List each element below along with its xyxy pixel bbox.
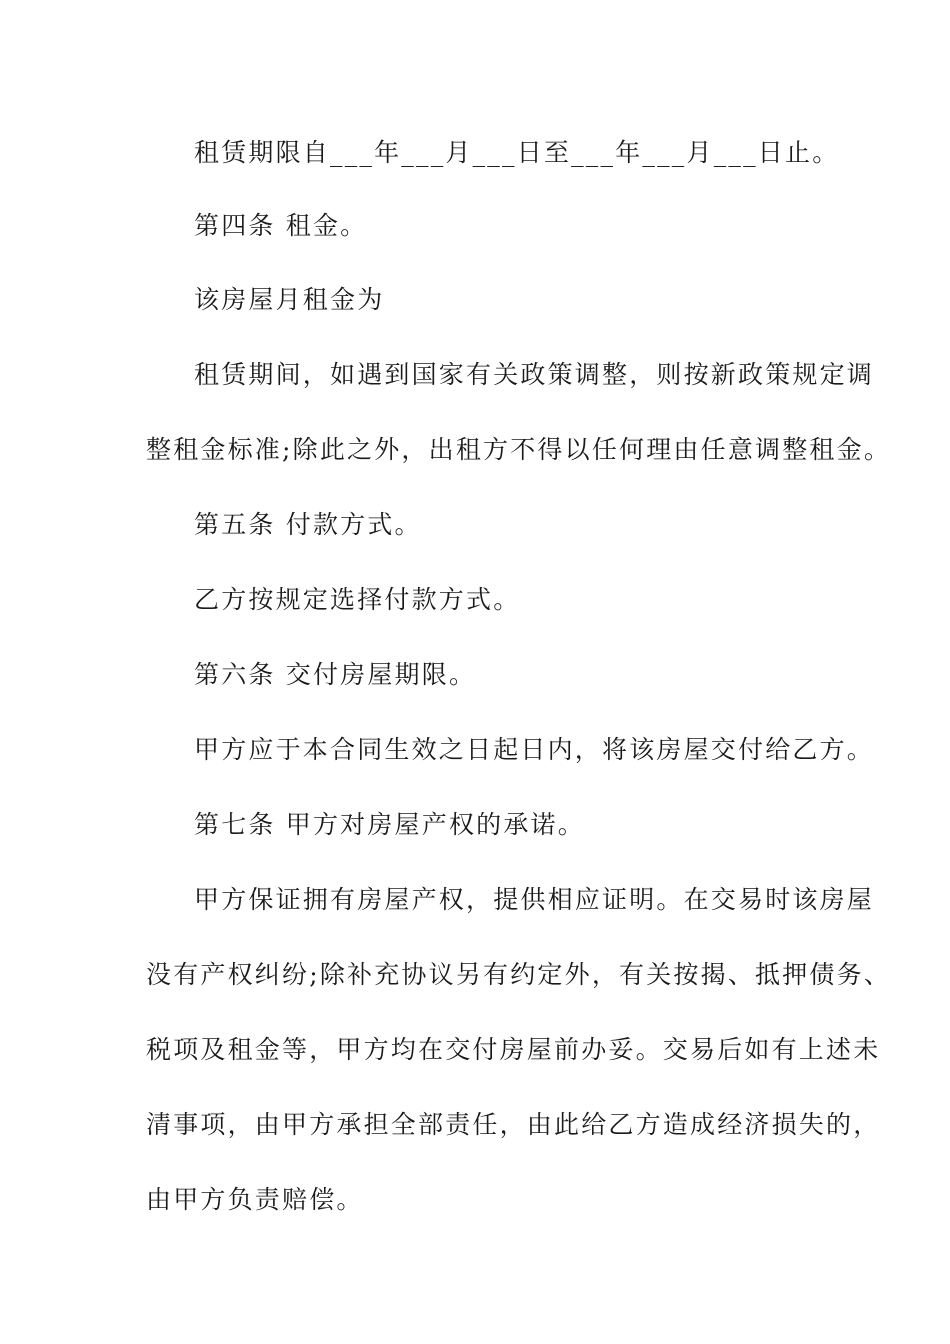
lease-term-line: 租赁期限自___年___月___日至___年___月___日止。 [194,138,840,167]
ownership-line-2: 没有产权纠纷;除补充协议另有约定外，有关按揭、抵押债务、 [146,960,892,989]
rent-adjustment-line-2: 整租金标准;除此之外，出租方不得以任何理由任意调整租金。 [146,435,892,464]
ownership-line-5: 由甲方负责赔偿。 [146,1185,364,1214]
article-7-heading: 第七条 甲方对房屋产权的承诺。 [194,810,585,839]
monthly-rent-line: 该房屋月租金为 [194,285,385,314]
rent-adjustment-line-1: 租赁期间，如遇到国家有关政策调整，则按新政策规定调 [194,360,875,389]
ownership-line-1: 甲方保证拥有房屋产权，提供相应证明。在交易时该房屋 [194,885,875,914]
ownership-line-4: 清事项，由甲方承担全部责任，由此给乙方造成经济损失的， [146,1110,881,1139]
ownership-line-3: 税项及租金等，甲方均在交付房屋前办妥。交易后如有上述未 [146,1035,881,1064]
article-4-heading: 第四条 租金。 [194,211,368,240]
article-5-heading: 第五条 付款方式。 [194,510,422,539]
delivery-deadline-line: 甲方应于本合同生效之日起日内，将该房屋交付给乙方。 [194,735,875,764]
payment-method-line: 乙方按规定选择付款方式。 [194,585,521,614]
article-6-heading: 第六条 交付房屋期限。 [194,660,477,689]
